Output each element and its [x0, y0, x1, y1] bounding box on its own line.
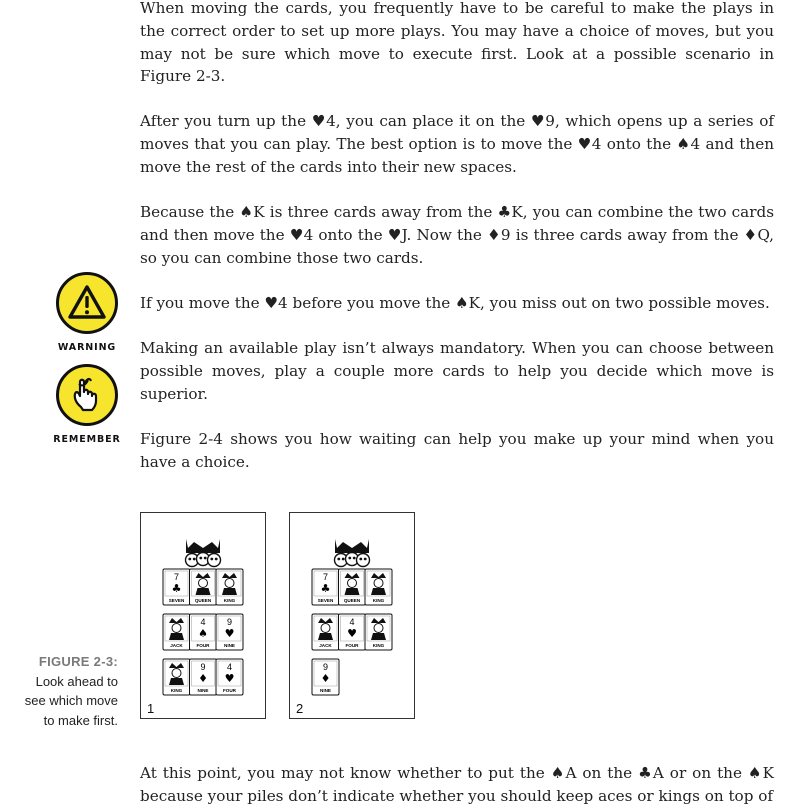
card-name: QUEEN	[343, 598, 361, 603]
playing-card	[216, 614, 243, 650]
playing-card	[339, 569, 366, 605]
caption-line: to make first.	[43, 712, 118, 728]
panel-number: 1	[147, 701, 155, 716]
playing-card	[190, 659, 217, 695]
card-rank: 7	[173, 572, 180, 582]
warning-label: WARNING	[57, 342, 117, 353]
card-rank: 9	[226, 617, 233, 627]
card-rank: 9	[200, 662, 206, 672]
caption-line: see which move	[24, 693, 118, 708]
card-suit: ♠	[198, 627, 208, 640]
card-name: NINE	[224, 643, 235, 648]
playing-card	[163, 569, 190, 605]
card-rank: 7	[322, 572, 329, 582]
card-suit: ♥	[347, 627, 357, 640]
card-name: SEVEN	[317, 598, 334, 603]
caption-line: Look ahead to	[35, 673, 118, 689]
playing-card	[163, 614, 190, 650]
card-name: FOUR	[196, 643, 210, 648]
panel-drawing	[141, 513, 265, 718]
playing-card	[312, 614, 339, 650]
skull-crown-icon	[186, 539, 221, 567]
figure-caption	[25, 652, 118, 730]
figure-panel-1	[140, 512, 266, 719]
card-name: KING	[372, 643, 385, 648]
playing-card	[365, 569, 392, 605]
playing-card	[365, 614, 392, 650]
card-suit: ♦	[320, 672, 331, 685]
paragraph-1: When moving the cards, you frequently have to be careful to make the plays in the correct order to set up more plays. You may have a choice of moves, but you may not be sure which move to execute first. Look at a possible scenario in Figure 2-3.	[140, 0, 774, 86]
warning-icon	[56, 272, 118, 334]
finger-string-icon	[56, 364, 118, 426]
card-rank: 9	[322, 662, 329, 672]
playing-card	[216, 659, 243, 695]
card-rank: 4	[349, 617, 355, 627]
playing-card	[312, 659, 339, 695]
card-name: FOUR	[345, 643, 359, 648]
paragraph-3: Because the ♠K is three cards away from the ♣K, you can combine the two cards and then move the ♥4 onto the ♥J. Now the ♦9 is three cards away from the ♦Q, so you can combine those two cards.	[140, 203, 774, 267]
playing-card	[190, 614, 217, 650]
card-name: JACK	[170, 643, 183, 648]
card-name: KING	[223, 598, 236, 603]
card-rank: 4	[226, 662, 233, 672]
card-suit: ♥	[224, 627, 235, 640]
card-name: NINE	[197, 688, 209, 693]
paragraph-4: If you move the ♥4 before you move the ♠K, you miss out on two possible moves.	[140, 294, 770, 312]
card-suit: ♣	[171, 582, 182, 595]
panel-number: 2	[296, 701, 304, 716]
playing-card	[163, 659, 190, 695]
paragraph-6: Figure 2-4 shows you how waiting can help you make up your mind when you have a choice.	[140, 430, 774, 471]
card-suit: ♥	[224, 672, 235, 685]
playing-card	[312, 569, 339, 605]
warning-callout	[50, 272, 124, 353]
card-name: KING	[372, 598, 385, 603]
playing-card	[190, 569, 217, 605]
playing-card	[216, 569, 243, 605]
remember-label: REMEMBER	[53, 434, 121, 445]
skull-crown-icon	[335, 539, 370, 567]
figure-label: FIGURE 2-3:	[38, 654, 118, 669]
paragraph-5: Making an available play isn’t always mandatory. When you can choose between possible moves, play a couple more cards to help you decide which move is superior.	[140, 339, 774, 403]
card-name: QUEEN	[194, 598, 212, 603]
card-name: SEVEN	[168, 598, 185, 603]
remember-callout	[50, 364, 124, 445]
panel-drawing	[290, 513, 414, 718]
card-suit: ♦	[198, 672, 208, 685]
figure-panel-2	[289, 512, 415, 719]
playing-card	[339, 614, 366, 650]
paragraph-2: After you turn up the ♥4, you can place it on the ♥9, which opens up a series of moves that you can play. The best option is to move the ♥4 onto the ♠4 and then move the rest of the cards into their new spaces.	[140, 112, 774, 176]
card-suit: ♣	[320, 582, 331, 595]
card-name: FOUR	[222, 688, 237, 693]
card-name: KING	[170, 688, 183, 693]
card-name: NINE	[320, 688, 331, 693]
card-name: JACK	[319, 643, 332, 648]
card-rank: 4	[200, 617, 206, 627]
paragraph-7: At this point, you may not know whether to put the ♠A on the ♣A or on the ♠K because your piles don’t indicate whether you should keep aces or kings on top of	[140, 764, 774, 805]
